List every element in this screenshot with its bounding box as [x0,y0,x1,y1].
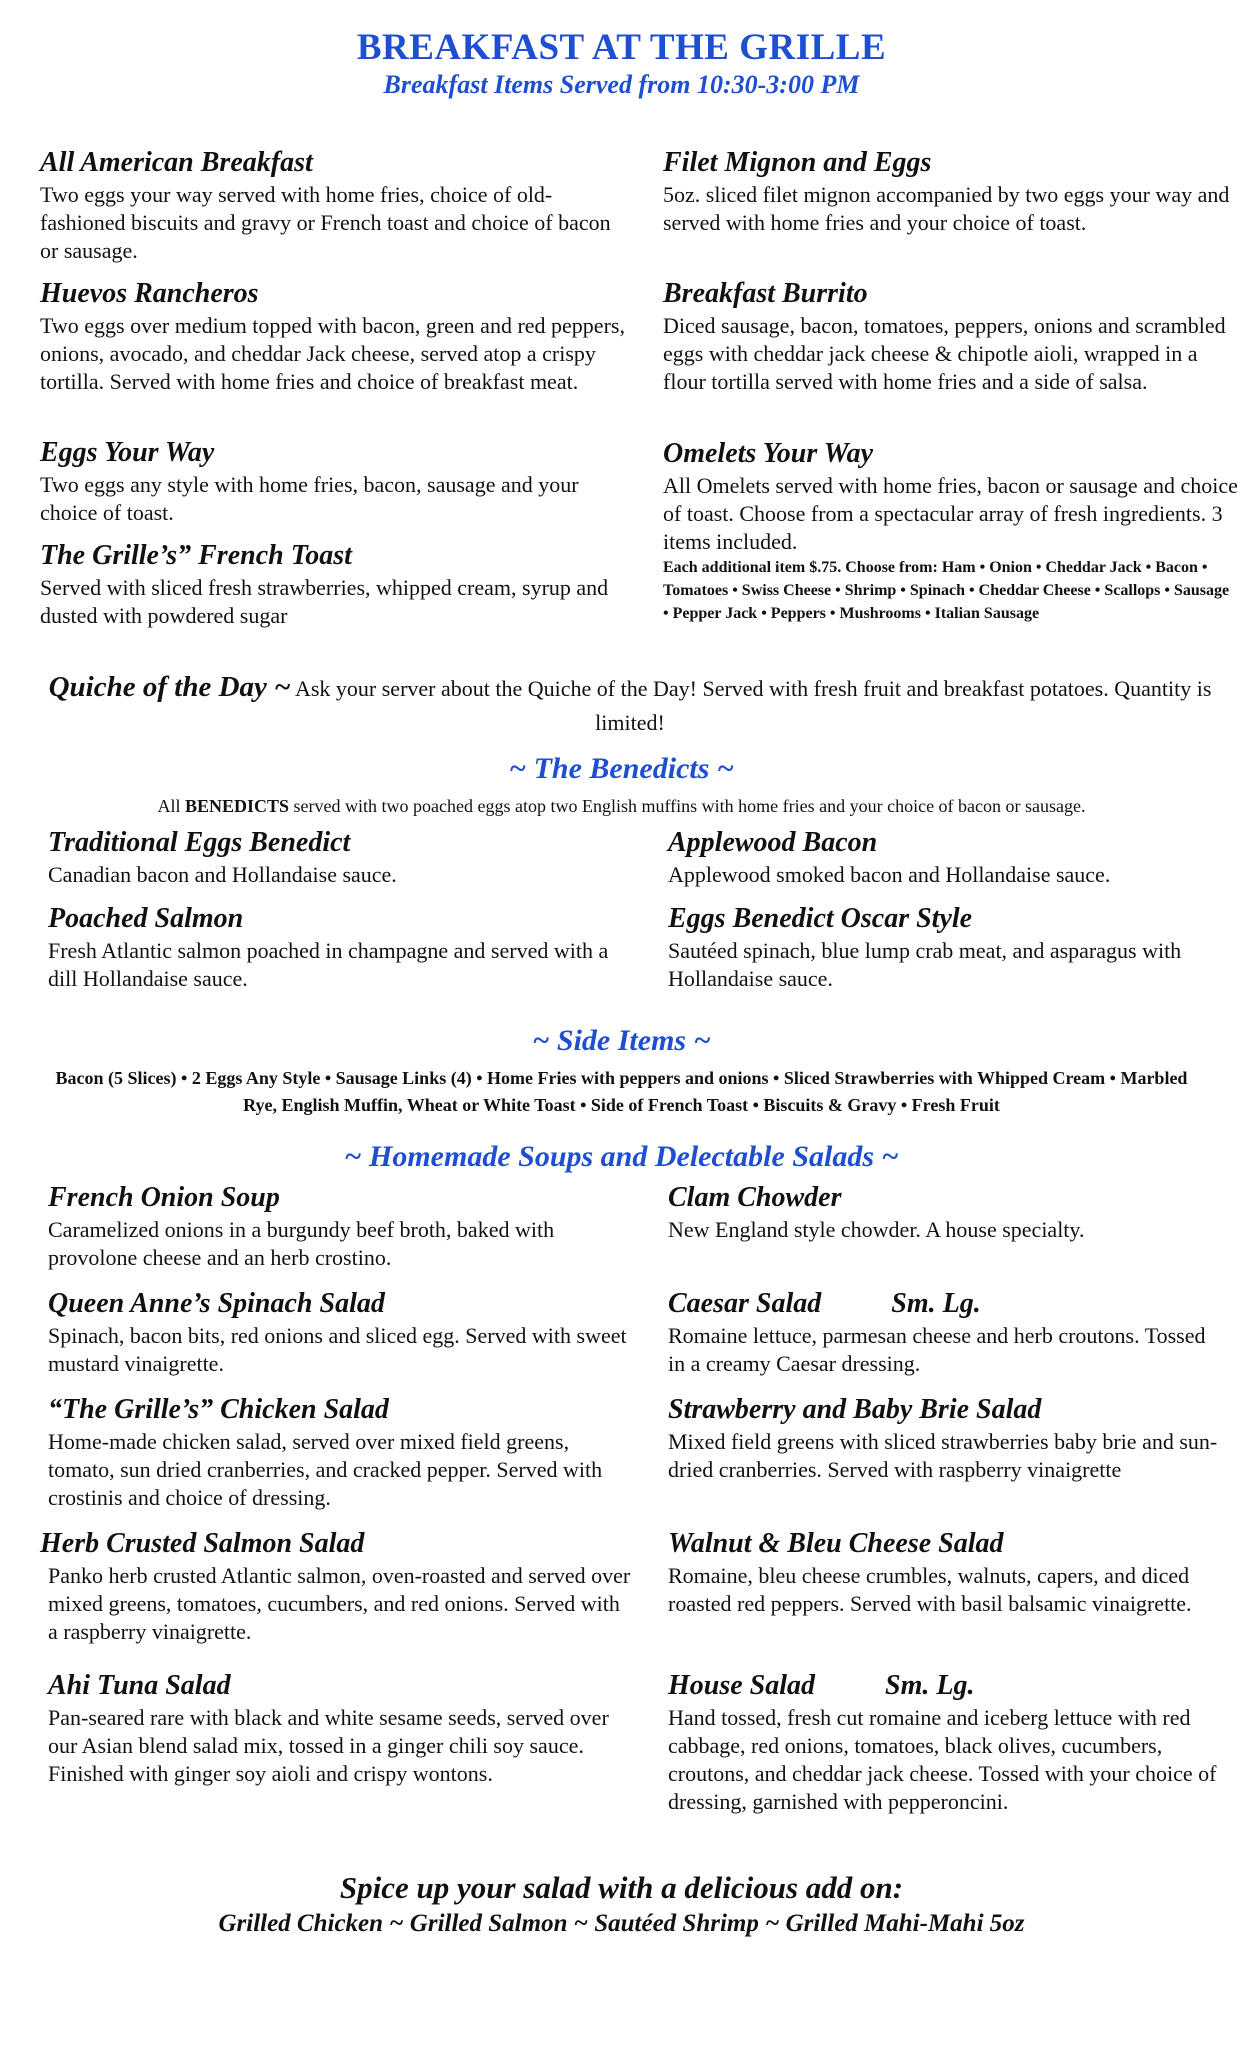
menu-item [668,1286,1228,1392]
item-name: French Onion Soup [48,1182,280,1213]
item-description: Pan-seared rare with black and white sesame seeds, served over our Asian blend salad mix, tossed in a ginger chili soy sauce. Finished with ginger soy aioli and crispy wontons. [48,1705,609,1786]
menu-item [40,276,630,435]
item-description: Served with sliced fresh strawberries, whipped cream, syrup and dusted with powdered sugar [40,575,609,628]
menu-item [48,1286,633,1392]
note-text: served with two poached eggs atop two English muffins with home fries and your choice of bacon or sausage. [293,796,1086,816]
addon-title: Spice up your salad with a delicious add on: [339,1870,904,1905]
item-name: Huevos Rancheros [40,278,259,309]
item-description: Canadian bacon and Hollandaise sauce. [48,862,397,887]
item-description: New England style chowder. A house specialty. [668,1217,1085,1242]
item-name: Herb Crusted Salmon Salad [40,1528,365,1559]
item-description: 5oz. sliced filet mignon accompanied by two eggs your way and served with home fries and your choice of toast. [663,182,1230,235]
note-bold: BENEDICTS [184,796,290,816]
benedicts-left-column [48,825,638,993]
item-description: Romaine, bleu cheese crumbles, walnuts, capers, and diced roasted red peppers. Served with basil balsamic vinaigrette. [668,1563,1192,1616]
item-name: Breakfast Burrito [663,278,868,309]
soups-right-column [668,1180,1228,1816]
item-description: Sautéed spinach, blue lump crab meat, and asparagus with Hollandaise sauce. [668,938,1182,991]
omelet-ingredients: Each additional item $.75. Choose from: Ham • Onion • Cheddar Jack • Bacon • Tomatoes • Swiss Cheese • Shrimp • Spinach • Cheddar Cheese • Scallops • Sausage • Pepper Jack • Peppers • Mushrooms • Italian Sausage [663,559,1230,622]
breakfast-right-column [663,145,1238,625]
quiche-name: Quiche of the Day ~ [48,671,291,703]
menu-item [668,1180,1228,1286]
item-name: Eggs Your Way [40,437,215,468]
item-description: Panko herb crusted Atlantic salmon, oven-roasted and served over mixed greens, tomatoes, cucumbers, and red onions. Served with a raspberry vinaigrette. [48,1563,631,1644]
menu-item [40,1526,633,1668]
quiche-of-the-day [40,670,1220,740]
page-subtitle: Breakfast Items Served from 10:30-3:00 PM [383,70,860,99]
item-name: Filet Mignon and Eggs [663,147,932,178]
menu-item [48,901,638,993]
menu-item [48,825,638,901]
item-description: Applewood smoked bacon and Hollandaise sauce. [668,862,1111,887]
item-name: Queen Anne’s Spinach Salad [48,1288,385,1319]
menu-item [40,435,630,538]
menu-item [663,436,1238,625]
menu-item [40,145,630,276]
menu-item [663,145,1238,276]
item-name-text: Caesar Salad [668,1288,822,1319]
side-items-title: ~ Side Items ~ [532,1024,711,1057]
menu-item [668,1668,1228,1816]
item-name: Ahi Tuna Salad [48,1670,231,1701]
menu-item [48,1668,633,1788]
item-name: Poached Salmon [48,903,244,934]
item-description: Diced sausage, bacon, tomatoes, peppers, onions and scrambled eggs with cheddar jack cheese & chipotle aioli, wrapped in a flour tortilla served with home fries and a side of salsa. [663,313,1226,394]
item-name: The Grille’s” French Toast [40,540,352,571]
item-description: Fresh Atlantic salmon poached in champagne and served with a dill Hollandaise sauce. [48,938,609,991]
item-description: Home-made chicken salad, served over mixed field greens, tomato, sun dried cranberries, and cracked pepper. Served with crostinis and choice of dressing. [48,1429,603,1510]
menu-item [48,1392,633,1526]
menu-item [40,538,630,630]
item-name: “The Grille’s” Chicken Salad [48,1394,389,1425]
item-name: Clam Chowder [668,1182,842,1213]
quiche-description: Ask your server about the Quiche of the Day! Served with fresh fruit and breakfast potatoes. Quantity is limited! [294,676,1212,735]
item-name: Strawberry and Baby Brie Salad [668,1394,1042,1425]
soups-left-column [40,1180,633,1788]
benedicts-note [40,793,1203,819]
item-name: Omelets Your Way [663,438,874,469]
menu-item [668,1392,1228,1526]
item-name [668,1286,1228,1322]
benedicts-right-column [668,825,1228,993]
side-items-list: Bacon (5 Slices) • 2 Eggs Any Style • Sausage Links (4) • Home Fries with peppers and onions • Sliced Strawberries with Whipped Cream • Marbled Rye, English Muffin, Wheat or White Toast • Side of French Toast • Biscuits & Gravy • Fresh Fruit [55,1068,1188,1115]
note-text: All [157,796,181,816]
item-name: Traditional Eggs Benedict [48,827,351,858]
item-description: Two eggs your way served with home fries, choice of old-fashioned biscuits and gravy or French toast and choice of bacon or sausage. [40,182,611,263]
item-name-text: House Salad [668,1670,816,1701]
page-title: BREAKFAST AT THE GRILLE [356,27,887,68]
item-description: All Omelets served with home fries, bacon or sausage and choice of toast. Choose from a spectacular array of fresh ingredients. 3 items included. [663,473,1238,554]
benedicts-title: ~ The Benedicts ~ [509,752,734,785]
size-options: Sm. Lg. [885,1670,975,1701]
item-name: All American Breakfast [40,147,313,178]
item-description: Spinach, bacon bits, red onions and sliced egg. Served with sweet mustard vinaigrette. [48,1323,627,1376]
menu-item [668,1526,1228,1668]
item-name: Eggs Benedict Oscar Style [668,903,973,934]
item-description: Two eggs over medium topped with bacon, green and red peppers, onions, avocado, and cheddar Jack cheese, served atop a crispy tortilla. Served with home fries and choice of breakfast meat. [40,313,625,394]
item-description: Hand tossed, fresh cut romaine and iceberg lettuce with red cabbage, red onions, tomatoes, black olives, cucumbers, croutons, and cheddar jack cheese. Tossed with your choice of dressing, garnished with pepperoncini. [668,1705,1217,1814]
addon-list: Grilled Chicken ~ Grilled Salmon ~ Sautéed Shrimp ~ Grilled Mahi-Mahi 5oz [218,1910,1025,1937]
item-description: Romaine lettuce, parmesan cheese and herb croutons. Tossed in a creamy Caesar dressing. [668,1323,1206,1376]
breakfast-left-column [40,145,630,630]
item-description: Caramelized onions in a burgundy beef broth, baked with provolone cheese and an herb crostino. [48,1217,555,1270]
item-name: Applewood Bacon [668,827,878,858]
soups-salads-title: ~ Homemade Soups and Delectable Salads ~ [344,1140,899,1173]
item-description: Two eggs any style with home fries, bacon, sausage and your choice of toast. [40,472,579,525]
item-description: Mixed field greens with sliced strawberries baby brie and sun-dried cranberries. Served with raspberry vinaigrette [668,1429,1218,1482]
size-options: Sm. Lg. [891,1288,981,1319]
menu-item [48,1180,633,1286]
menu-item [668,825,1228,901]
item-name [668,1668,1228,1704]
menu-item [663,276,1238,436]
menu-item [668,901,1228,993]
item-name: Walnut & Bleu Cheese Salad [668,1528,1004,1559]
